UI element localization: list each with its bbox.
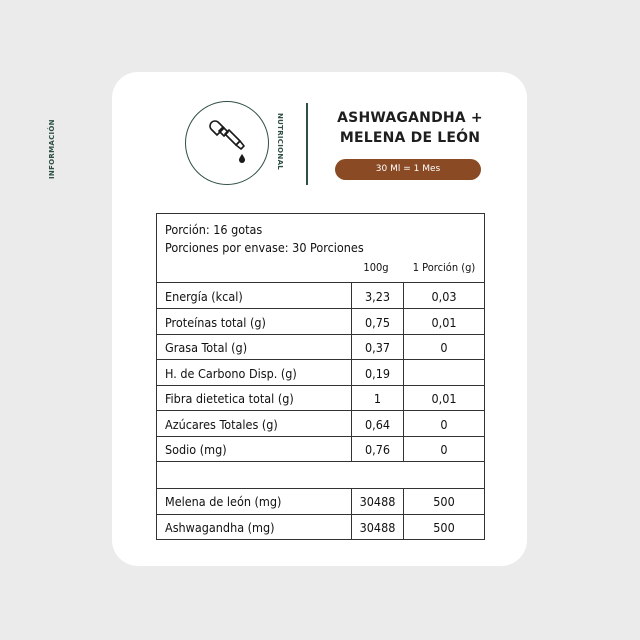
table-cell-100g: 3,23 <box>364 289 391 304</box>
table-cell-portion: 0 <box>440 340 448 355</box>
product-title-line2: MELENA DE LEÓN <box>339 130 481 146</box>
table-row-label: Sodio (mg) <box>165 442 227 457</box>
table-row-label: Proteínas total (g) <box>165 315 266 330</box>
table-row-label: Ashwagandha (mg) <box>165 520 275 535</box>
product-title-line1: ASHWAGANDHA + <box>337 110 483 126</box>
table-cell-100g: 1 <box>373 391 382 406</box>
column-header-100g: 100g <box>363 261 389 274</box>
table-cell-portion: 0 <box>440 442 448 457</box>
table-row-label: Fibra dietetica total (g) <box>165 391 294 406</box>
table-cell-portion: 500 <box>433 494 455 509</box>
vertical-label-nutricional: NUTRICIONAL <box>276 113 284 171</box>
table-row-label: H. de Carbono Disp. (g) <box>165 366 297 381</box>
table-rule <box>157 359 484 360</box>
table-row-label: Melena de león (mg) <box>165 494 282 509</box>
column-header-portion: 1 Porción (g) <box>412 261 476 274</box>
table-rule <box>157 282 484 283</box>
table-cell-100g: 0,76 <box>364 442 391 457</box>
table-cell-100g: 0,19 <box>364 366 391 381</box>
table-row-label: Energía (kcal) <box>165 289 243 304</box>
product-title <box>318 108 502 148</box>
table-rule <box>157 436 484 437</box>
table-cell-100g: 0,64 <box>364 417 391 432</box>
table-cell-portion: 0,01 <box>431 315 457 330</box>
table-row-label: Grasa Total (g) <box>165 340 248 355</box>
table-rule <box>157 461 484 462</box>
servings-per-container: Porciones por envase: 30 Porciones <box>165 240 364 255</box>
nutrition-table <box>156 213 485 540</box>
table-rule <box>157 410 484 411</box>
table-cell-portion: 0,03 <box>431 289 457 304</box>
table-cell-portion: 0 <box>440 417 448 432</box>
table-row-label: Azúcares Totales (g) <box>165 417 278 432</box>
serving-size: Porción: 16 gotas <box>165 222 263 237</box>
table-rule <box>157 334 484 335</box>
table-rule <box>157 488 484 489</box>
table-rule <box>157 514 484 515</box>
vertical-label-informacion: INFORMACIÓN <box>48 119 56 179</box>
duration-pill: 30 Ml = 1 Mes <box>335 159 481 180</box>
table-cell-portion: 0,01 <box>431 391 457 406</box>
table-cell-100g: 30488 <box>359 520 396 535</box>
table-cell-100g: 0,75 <box>364 315 391 330</box>
table-rule <box>157 308 484 309</box>
table-cell-100g: 0,37 <box>364 340 391 355</box>
dropper-icon <box>186 102 270 186</box>
dropper-icon-circle <box>185 101 269 185</box>
table-column-rule <box>403 282 404 461</box>
table-cell-100g: 30488 <box>359 494 396 509</box>
header-divider <box>306 103 308 185</box>
table-rule <box>157 385 484 386</box>
table-cell-portion: 500 <box>433 520 455 535</box>
